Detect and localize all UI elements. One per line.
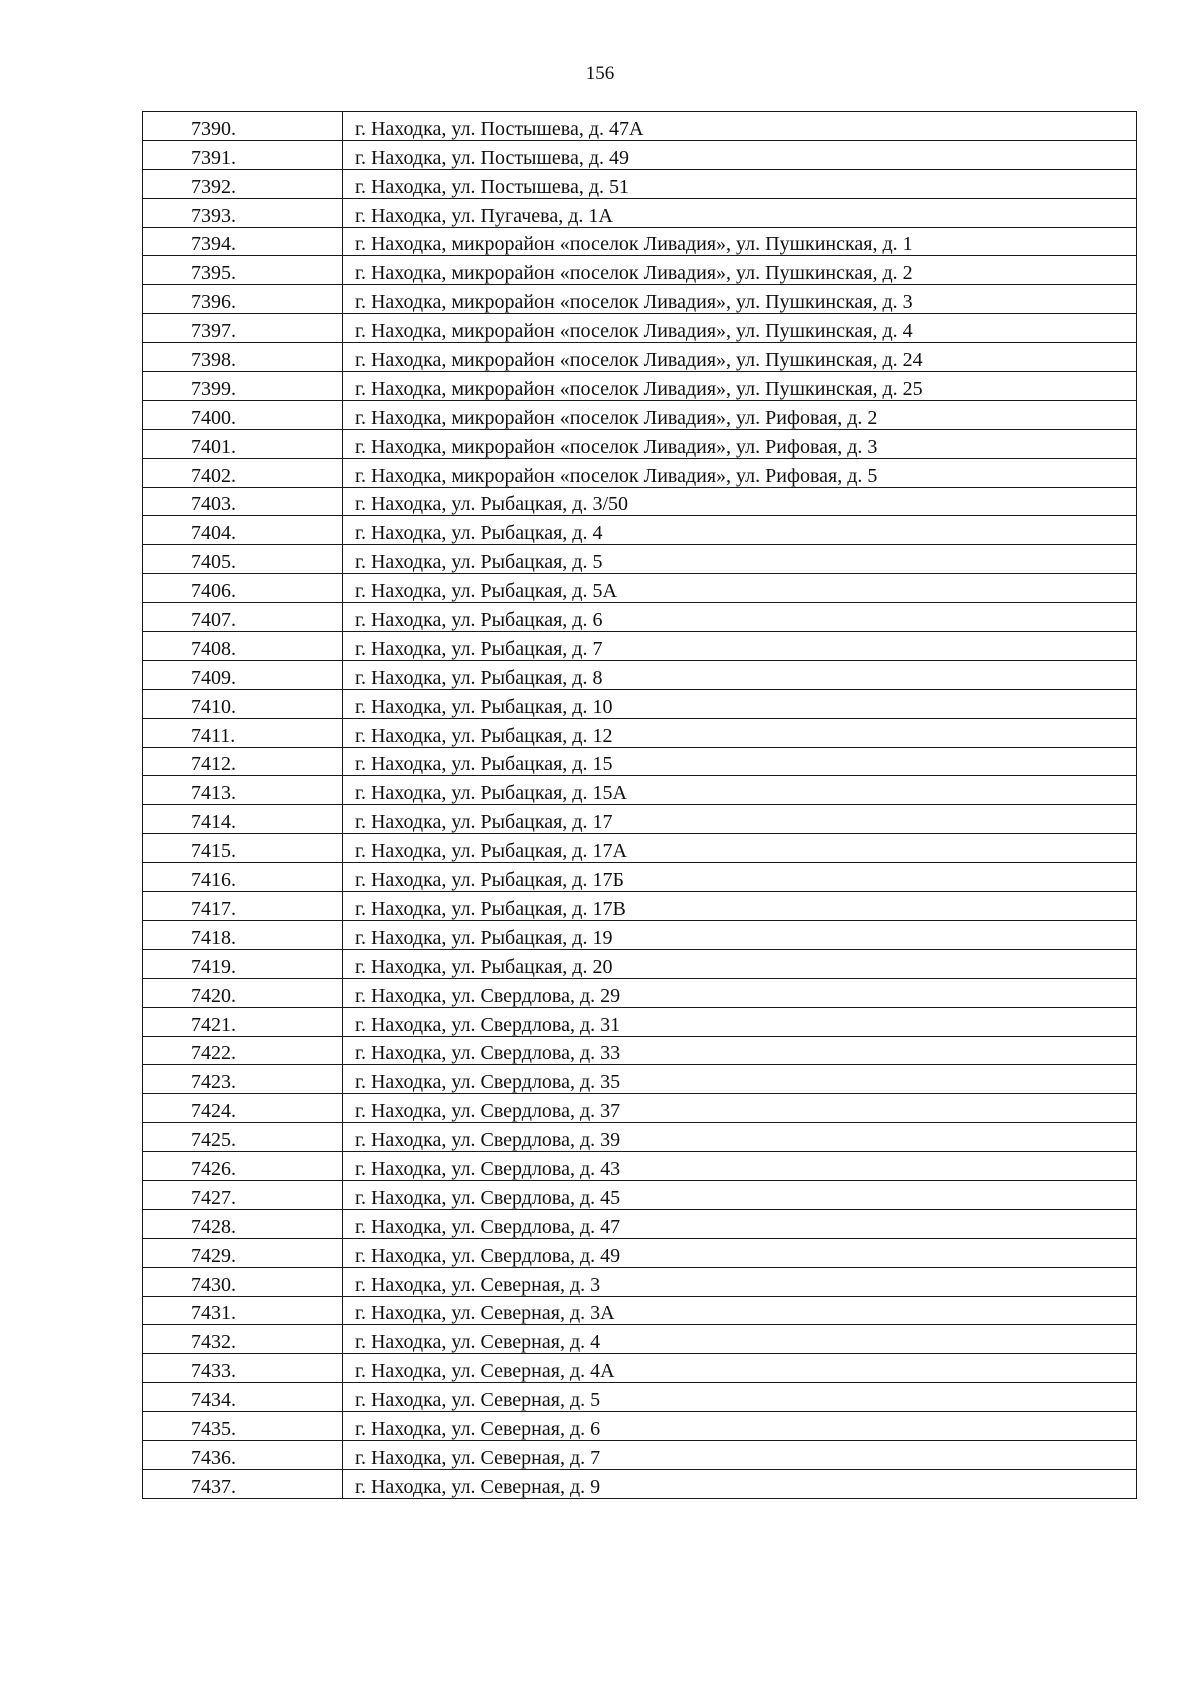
table-row: [143, 863, 1137, 892]
row-address: г. Находка, ул. Свердлова, д. 29: [343, 978, 1137, 1007]
row-address: г. Находка, ул. Свердлова, д. 33: [343, 1036, 1137, 1065]
row-number: 7408.: [143, 632, 343, 661]
table-row: [143, 1296, 1137, 1325]
row-number: 7394.: [143, 227, 343, 256]
row-address: г. Находка, ул. Постышева, д. 49: [343, 140, 1137, 169]
row-address: г. Находка, микрорайон «поселок Ливадия», ул. Пушкинская, д. 1: [343, 227, 1137, 256]
table-row: [143, 1412, 1137, 1441]
row-address: г. Находка, ул. Постышева, д. 51: [343, 169, 1137, 198]
row-number: 7413.: [143, 776, 343, 805]
row-number: 7396.: [143, 285, 343, 314]
row-number: 7407.: [143, 603, 343, 632]
table-row: [143, 400, 1137, 429]
table-row: [143, 949, 1137, 978]
row-number: 7428.: [143, 1209, 343, 1238]
table-row: [143, 1469, 1137, 1498]
row-address: г. Находка, ул. Рыбацкая, д. 17: [343, 805, 1137, 834]
table-row: [143, 487, 1137, 516]
row-number: 7392.: [143, 169, 343, 198]
table-row: [143, 140, 1137, 169]
address-table: [142, 111, 1137, 1499]
table-row: [143, 1209, 1137, 1238]
row-number: 7430.: [143, 1267, 343, 1296]
row-number: 7399.: [143, 372, 343, 401]
row-address: г. Находка, ул. Северная, д. 9: [343, 1469, 1137, 1498]
row-number: 7410.: [143, 689, 343, 718]
row-address: г. Находка, ул. Свердлова, д. 45: [343, 1180, 1137, 1209]
row-address: г. Находка, ул. Постышева, д. 47А: [343, 112, 1137, 141]
row-number: 7400.: [143, 400, 343, 429]
table-row: [143, 747, 1137, 776]
table-row: [143, 689, 1137, 718]
row-address: г. Находка, ул. Свердлова, д. 35: [343, 1065, 1137, 1094]
row-number: 7435.: [143, 1412, 343, 1441]
row-number: 7423.: [143, 1065, 343, 1094]
row-address: г. Находка, ул. Свердлова, д. 49: [343, 1238, 1137, 1267]
row-address: г. Находка, ул. Рыбацкая, д. 4: [343, 516, 1137, 545]
row-address: г. Находка, микрорайон «поселок Ливадия», ул. Пушкинская, д. 3: [343, 285, 1137, 314]
row-number: 7409.: [143, 660, 343, 689]
table-row: [143, 892, 1137, 921]
row-address: г. Находка, ул. Пугачева, д. 1А: [343, 198, 1137, 227]
row-address: г. Находка, ул. Рыбацкая, д. 10: [343, 689, 1137, 718]
row-number: 7398.: [143, 343, 343, 372]
table-row: [143, 372, 1137, 401]
table-row: [143, 718, 1137, 747]
row-number: 7437.: [143, 1469, 343, 1498]
row-number: 7417.: [143, 892, 343, 921]
row-address: г. Находка, ул. Рыбацкая, д. 17В: [343, 892, 1137, 921]
row-number: 7416.: [143, 863, 343, 892]
table-row: [143, 1267, 1137, 1296]
table-row: [143, 1354, 1137, 1383]
table-row: [143, 834, 1137, 863]
row-number: 7429.: [143, 1238, 343, 1267]
row-number: 7414.: [143, 805, 343, 834]
row-number: 7426.: [143, 1152, 343, 1181]
table-row: [143, 1180, 1137, 1209]
row-number: 7421.: [143, 1007, 343, 1036]
table-row: [143, 660, 1137, 689]
table-row: [143, 603, 1137, 632]
row-address: г. Находка, ул. Свердлова, д. 31: [343, 1007, 1137, 1036]
row-address: г. Находка, ул. Рыбацкая, д. 7: [343, 632, 1137, 661]
table-row: [143, 227, 1137, 256]
table-row: [143, 1036, 1137, 1065]
row-number: 7393.: [143, 198, 343, 227]
row-address: г. Находка, ул. Северная, д. 4: [343, 1325, 1137, 1354]
table-row: [143, 545, 1137, 574]
row-address: г. Находка, ул. Рыбацкая, д. 5: [343, 545, 1137, 574]
row-number: 7404.: [143, 516, 343, 545]
row-address: г. Находка, микрорайон «поселок Ливадия», ул. Рифовая, д. 2: [343, 400, 1137, 429]
row-number: 7406.: [143, 574, 343, 603]
row-address: г. Находка, ул. Рыбацкая, д. 5А: [343, 574, 1137, 603]
row-address: г. Находка, ул. Рыбацкая, д. 8: [343, 660, 1137, 689]
row-address: г. Находка, ул. Северная, д. 3: [343, 1267, 1137, 1296]
table-row: [143, 920, 1137, 949]
row-address: г. Находка, микрорайон «поселок Ливадия», ул. Пушкинская, д. 24: [343, 343, 1137, 372]
table-row: [143, 805, 1137, 834]
row-number: 7432.: [143, 1325, 343, 1354]
row-number: 7434.: [143, 1383, 343, 1412]
table-row: [143, 1383, 1137, 1412]
row-address: г. Находка, ул. Свердлова, д. 43: [343, 1152, 1137, 1181]
table-row: [143, 516, 1137, 545]
row-number: 7402.: [143, 458, 343, 487]
row-number: 7425.: [143, 1123, 343, 1152]
table-row: [143, 632, 1137, 661]
row-address: г. Находка, ул. Рыбацкая, д. 6: [343, 603, 1137, 632]
row-address: г. Находка, ул. Свердлова, д. 37: [343, 1094, 1137, 1123]
address-table-body: [143, 112, 1137, 1499]
table-row: [143, 112, 1137, 141]
row-number: 7411.: [143, 718, 343, 747]
row-number: 7390.: [143, 112, 343, 141]
row-number: 7427.: [143, 1180, 343, 1209]
table-row: [143, 169, 1137, 198]
row-address: г. Находка, ул. Рыбацкая, д. 17А: [343, 834, 1137, 863]
row-number: 7395.: [143, 256, 343, 285]
row-address: г. Находка, ул. Северная, д. 7: [343, 1440, 1137, 1469]
row-number: 7391.: [143, 140, 343, 169]
row-address: г. Находка, микрорайон «поселок Ливадия», ул. Рифовая, д. 3: [343, 429, 1137, 458]
row-number: 7433.: [143, 1354, 343, 1383]
row-address: г. Находка, ул. Рыбацкая, д. 19: [343, 920, 1137, 949]
row-address: г. Находка, ул. Рыбацкая, д. 20: [343, 949, 1137, 978]
table-row: [143, 1325, 1137, 1354]
row-number: 7418.: [143, 920, 343, 949]
row-address: г. Находка, ул. Северная, д. 6: [343, 1412, 1137, 1441]
row-address: г. Находка, ул. Северная, д. 5: [343, 1383, 1137, 1412]
row-number: 7431.: [143, 1296, 343, 1325]
row-number: 7401.: [143, 429, 343, 458]
row-address: г. Находка, ул. Рыбацкая, д. 3/50: [343, 487, 1137, 516]
page-number: 156: [585, 63, 615, 84]
row-number: 7419.: [143, 949, 343, 978]
row-address: г. Находка, ул. Рыбацкая, д. 12: [343, 718, 1137, 747]
table-row: [143, 1440, 1137, 1469]
row-number: 7415.: [143, 834, 343, 863]
row-address: г. Находка, ул. Свердлова, д. 39: [343, 1123, 1137, 1152]
table-row: [143, 285, 1137, 314]
table-row: [143, 978, 1137, 1007]
table-row: [143, 429, 1137, 458]
table-row: [143, 1007, 1137, 1036]
row-address: г. Находка, ул. Рыбацкая, д. 15: [343, 747, 1137, 776]
table-row: [143, 256, 1137, 285]
row-number: 7412.: [143, 747, 343, 776]
table-row: [143, 1152, 1137, 1181]
row-address: г. Находка, микрорайон «поселок Ливадия», ул. Рифовая, д. 5: [343, 458, 1137, 487]
row-number: 7422.: [143, 1036, 343, 1065]
row-address: г. Находка, ул. Северная, д. 4А: [343, 1354, 1137, 1383]
row-address: г. Находка, ул. Рыбацкая, д. 17Б: [343, 863, 1137, 892]
row-number: 7420.: [143, 978, 343, 1007]
table-row: [143, 1123, 1137, 1152]
table-row: [143, 574, 1137, 603]
table-row: [143, 1065, 1137, 1094]
table-row: [143, 458, 1137, 487]
table-row: [143, 776, 1137, 805]
row-address: г. Находка, микрорайон «поселок Ливадия», ул. Пушкинская, д. 25: [343, 372, 1137, 401]
row-number: 7436.: [143, 1440, 343, 1469]
row-number: 7403.: [143, 487, 343, 516]
table-row: [143, 198, 1137, 227]
row-address: г. Находка, микрорайон «поселок Ливадия», ул. Пушкинская, д. 4: [343, 314, 1137, 343]
table-row: [143, 314, 1137, 343]
row-address: г. Находка, ул. Рыбацкая, д. 15А: [343, 776, 1137, 805]
row-number: 7424.: [143, 1094, 343, 1123]
row-address: г. Находка, ул. Северная, д. 3А: [343, 1296, 1137, 1325]
row-address: г. Находка, ул. Свердлова, д. 47: [343, 1209, 1137, 1238]
row-number: 7405.: [143, 545, 343, 574]
row-address: г. Находка, микрорайон «поселок Ливадия», ул. Пушкинская, д. 2: [343, 256, 1137, 285]
table-row: [143, 343, 1137, 372]
table-row: [143, 1094, 1137, 1123]
row-number: 7397.: [143, 314, 343, 343]
table-row: [143, 1238, 1137, 1267]
